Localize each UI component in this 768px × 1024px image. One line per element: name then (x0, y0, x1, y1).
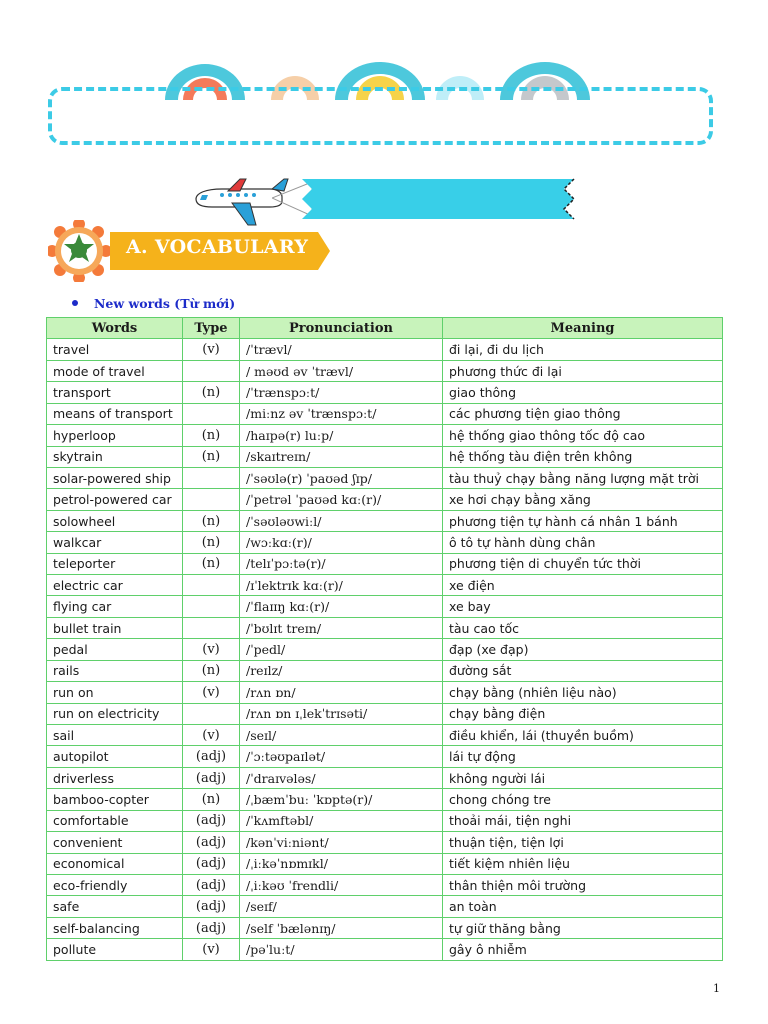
table-row (47, 339, 723, 360)
cell-meaning: giao thông (443, 382, 723, 403)
cell-word: sail (47, 725, 183, 746)
table-row (47, 853, 723, 874)
cell-word: self-balancing (47, 917, 183, 938)
cell-pronunciation: /rʌn ɒn/ (240, 682, 443, 703)
cell-meaning: thân thiện môi trường (443, 874, 723, 895)
cell-meaning: tàu thuỷ chạy bằng năng lượng mặt trời (443, 467, 723, 488)
cell-meaning: gây ô nhiễm (443, 939, 723, 960)
cell-type: (v) (183, 725, 240, 746)
header-meaning: Meaning (443, 318, 723, 339)
ribbon-banner (272, 176, 582, 224)
cell-type: (n) (183, 382, 240, 403)
medal-badge-icon (48, 220, 110, 282)
table-row (47, 832, 723, 853)
cell-pronunciation: /pəˈluːt/ (240, 939, 443, 960)
table-row (47, 532, 723, 553)
cell-meaning: tự giữ thăng bằng (443, 917, 723, 938)
cell-meaning: chạy bằng (nhiên liệu nào) (443, 682, 723, 703)
table-row (47, 660, 723, 681)
cell-meaning: điều khiển, lái (thuyền buồm) (443, 725, 723, 746)
table-row (47, 575, 723, 596)
cell-pronunciation: /miːnz əv ˈtrænspɔːt/ (240, 403, 443, 424)
cell-type: (n) (183, 532, 240, 553)
title-banner (48, 87, 713, 145)
table-row (47, 617, 723, 638)
cell-pronunciation: /haɪpə(r) luːp/ (240, 425, 443, 446)
table-row (47, 746, 723, 767)
cell-type: (v) (183, 339, 240, 360)
cell-word: solar-powered ship (47, 467, 183, 488)
table-row (47, 510, 723, 531)
table-row (47, 810, 723, 831)
cell-meaning: chạy bằng điện (443, 703, 723, 724)
cell-word: eco-friendly (47, 874, 183, 895)
cell-type: (adj) (183, 896, 240, 917)
cell-pronunciation: /rʌn ɒn ɪˌlekˈtrɪsəti/ (240, 703, 443, 724)
cell-meaning: xe bay (443, 596, 723, 617)
header-pronunciation: Pronunciation (240, 318, 443, 339)
cell-type (183, 703, 240, 724)
cell-type: (n) (183, 660, 240, 681)
cell-pronunciation: /ˈsəʊlə(r) ˈpaʊəd ʃɪp/ (240, 467, 443, 488)
cell-type: (adj) (183, 832, 240, 853)
cell-type: (adj) (183, 810, 240, 831)
section-title-tag (110, 232, 330, 270)
table-row (47, 703, 723, 724)
cell-meaning: ô tô tự hành dùng chân (443, 532, 723, 553)
cell-pronunciation: /seɪf/ (240, 896, 443, 917)
cell-word: run on (47, 682, 183, 703)
table-row (47, 403, 723, 424)
cell-word: driverless (47, 767, 183, 788)
cell-pronunciation: /telɪˈpɔːtə(r)/ (240, 553, 443, 574)
cell-word: teleporter (47, 553, 183, 574)
bullet-icon (72, 300, 78, 306)
cell-meaning: hệ thống tàu điện trên không (443, 446, 723, 467)
vocabulary-table (46, 317, 723, 961)
cell-meaning: đường sắt (443, 660, 723, 681)
cell-pronunciation: / məʊd əv ˈtrævl/ (240, 360, 443, 381)
cell-word: bullet train (47, 617, 183, 638)
cell-meaning: xe điện (443, 575, 723, 596)
table-row (47, 767, 723, 788)
page-number: 1 (713, 982, 720, 995)
table-row (47, 360, 723, 381)
cell-type (183, 596, 240, 617)
cell-type: (v) (183, 682, 240, 703)
cell-word: pollute (47, 939, 183, 960)
cell-word: bamboo-copter (47, 789, 183, 810)
header-words: Words (47, 318, 183, 339)
table-header-row (47, 318, 723, 339)
cell-pronunciation: /ˈkʌmftəbl/ (240, 810, 443, 831)
table-row (47, 596, 723, 617)
cell-pronunciation: /wɔːkɑː(r)/ (240, 532, 443, 553)
header-type: Type (183, 318, 240, 339)
cell-pronunciation: /self ˈbælənɪŋ/ (240, 917, 443, 938)
cell-word: convenient (47, 832, 183, 853)
cell-word: run on electricity (47, 703, 183, 724)
cell-pronunciation: /ˌiːkəʊ ˈfrendli/ (240, 874, 443, 895)
section-title: A. VOCABULARY (126, 236, 309, 258)
cell-pronunciation: /ˈsəʊləʊwiːl/ (240, 510, 443, 531)
cell-pronunciation: /reɪlz/ (240, 660, 443, 681)
cell-word: economical (47, 853, 183, 874)
cell-type (183, 489, 240, 510)
cell-pronunciation: /ˈflaɪɪŋ kɑː(r)/ (240, 596, 443, 617)
cell-pronunciation: /ˈɔːtəʊpaɪlət/ (240, 746, 443, 767)
table-row (47, 917, 723, 938)
cell-pronunciation: /skaɪtreɪn/ (240, 446, 443, 467)
cell-pronunciation: /ˈbʊlɪt treɪn/ (240, 617, 443, 638)
subheading-text: New words (Từ mới) (94, 296, 236, 311)
cell-pronunciation: /seɪl/ (240, 725, 443, 746)
cell-pronunciation: /ˈdraɪvələs/ (240, 767, 443, 788)
cell-word: solowheel (47, 510, 183, 531)
cell-meaning: phương thức đi lại (443, 360, 723, 381)
cell-type: (v) (183, 939, 240, 960)
table-row (47, 446, 723, 467)
cell-word: autopilot (47, 746, 183, 767)
table-row (47, 467, 723, 488)
cell-word: safe (47, 896, 183, 917)
cell-type: (n) (183, 425, 240, 446)
cell-pronunciation: /ɪˈlektrɪk kɑː(r)/ (240, 575, 443, 596)
cell-type (183, 617, 240, 638)
cell-type: (n) (183, 446, 240, 467)
table-row (47, 896, 723, 917)
cell-meaning: an toàn (443, 896, 723, 917)
cell-type: (v) (183, 639, 240, 660)
cell-meaning: tàu cao tốc (443, 617, 723, 638)
cell-word: rails (47, 660, 183, 681)
cell-type: (n) (183, 510, 240, 531)
subheading (72, 296, 235, 311)
cell-pronunciation: /ˈpedl/ (240, 639, 443, 660)
table-row (47, 639, 723, 660)
table-row (47, 725, 723, 746)
cell-word: hyperloop (47, 425, 183, 446)
cell-type: (n) (183, 553, 240, 574)
table-row (47, 553, 723, 574)
cell-meaning: đạp (xe đạp) (443, 639, 723, 660)
cell-meaning: các phương tiện giao thông (443, 403, 723, 424)
cell-meaning: hệ thống giao thông tốc độ cao (443, 425, 723, 446)
cell-word: transport (47, 382, 183, 403)
cell-word: skytrain (47, 446, 183, 467)
cell-type: (adj) (183, 917, 240, 938)
table-row (47, 874, 723, 895)
cell-pronunciation: /ˈtrænspɔːt/ (240, 382, 443, 403)
cell-type (183, 467, 240, 488)
cell-pronunciation: /ˈpetrəl ˈpaʊəd kɑː(r)/ (240, 489, 443, 510)
cell-word: flying car (47, 596, 183, 617)
cell-word: electric car (47, 575, 183, 596)
cell-type: (adj) (183, 874, 240, 895)
table-row (47, 789, 723, 810)
cell-word: mode of travel (47, 360, 183, 381)
table-row (47, 939, 723, 960)
cell-type: (adj) (183, 767, 240, 788)
cell-meaning: chong chóng tre (443, 789, 723, 810)
cell-meaning: thoải mái, tiện nghi (443, 810, 723, 831)
cell-meaning: phương tiện di chuyển tức thời (443, 553, 723, 574)
table-row (47, 382, 723, 403)
cell-pronunciation: /kənˈviːniənt/ (240, 832, 443, 853)
table-row (47, 489, 723, 510)
cell-pronunciation: /ˌiːkəˈnɒmɪkl/ (240, 853, 443, 874)
table-row (47, 425, 723, 446)
cell-meaning: xe hơi chạy bằng xăng (443, 489, 723, 510)
cell-meaning: tiết kiệm nhiên liệu (443, 853, 723, 874)
cell-meaning: lái tự động (443, 746, 723, 767)
cell-meaning: phương tiện tự hành cá nhân 1 bánh (443, 510, 723, 531)
cell-type: (adj) (183, 746, 240, 767)
cell-pronunciation: /ˈtrævl/ (240, 339, 443, 360)
cell-word: petrol-powered car (47, 489, 183, 510)
cell-pronunciation: /ˌbæmˈbuː ˈkɒptə(r)/ (240, 789, 443, 810)
cell-type (183, 403, 240, 424)
cell-type (183, 575, 240, 596)
cell-meaning: đi lại, đi du lịch (443, 339, 723, 360)
cell-word: pedal (47, 639, 183, 660)
cell-type (183, 360, 240, 381)
cell-word: means of transport (47, 403, 183, 424)
cell-type: (n) (183, 789, 240, 810)
cell-type: (adj) (183, 853, 240, 874)
cell-word: comfortable (47, 810, 183, 831)
cell-word: walkcar (47, 532, 183, 553)
cell-meaning: không người lái (443, 767, 723, 788)
cell-meaning: thuận tiện, tiện lợi (443, 832, 723, 853)
table-row (47, 682, 723, 703)
cell-word: travel (47, 339, 183, 360)
